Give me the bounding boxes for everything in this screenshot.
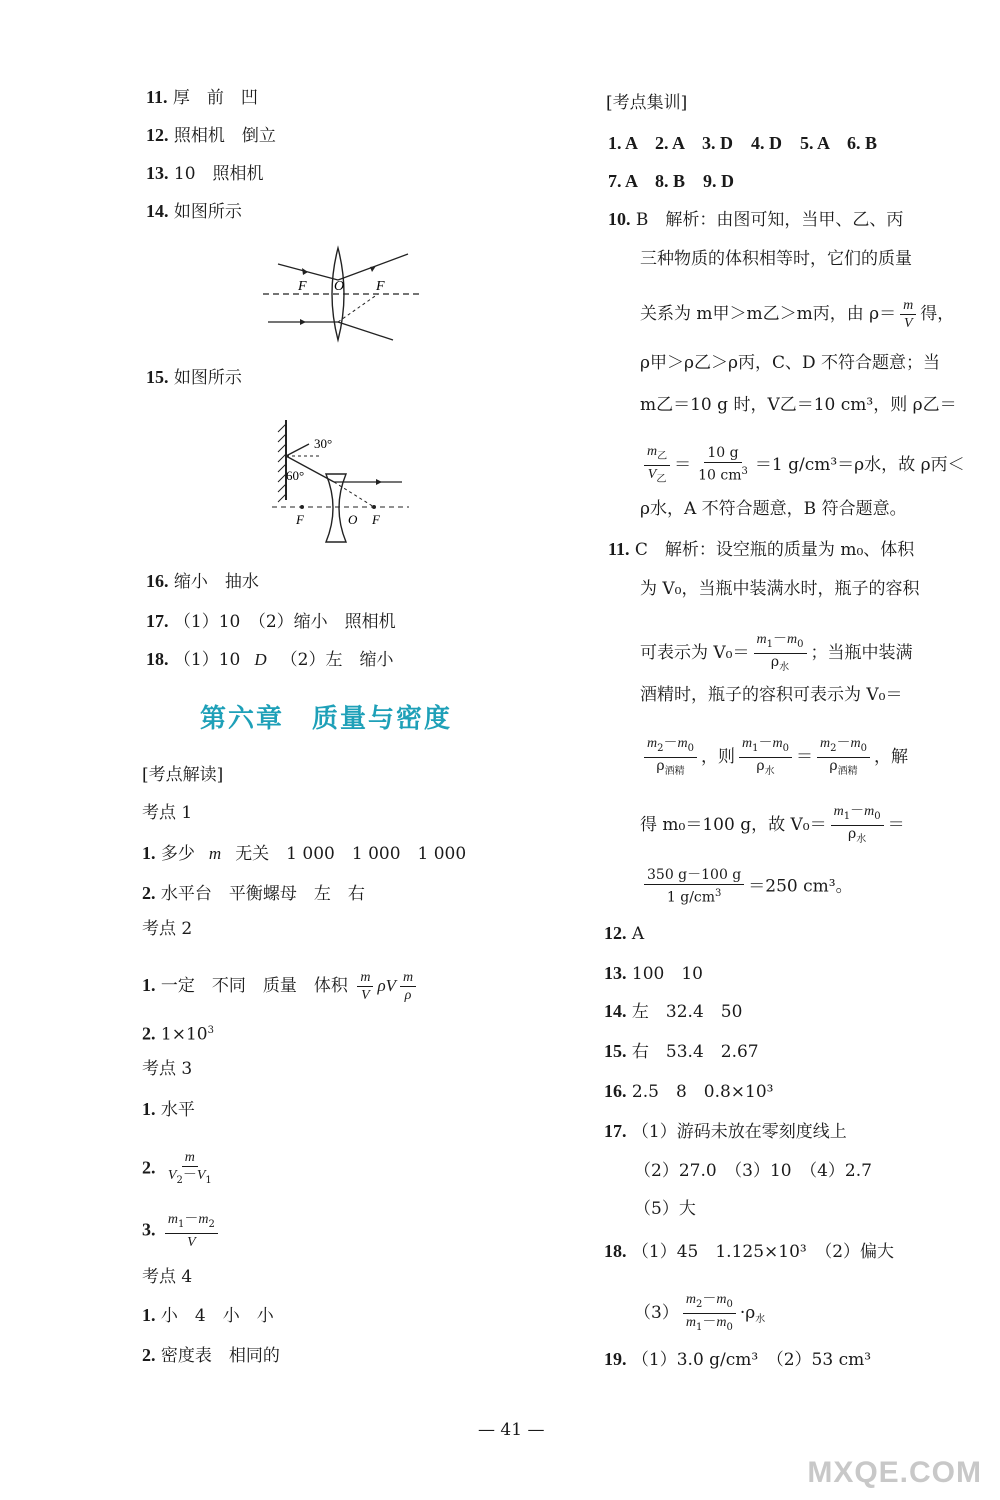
page-number: — 41 — <box>478 1420 545 1440</box>
kaodian-4: 考点 4 <box>142 1267 193 1287</box>
fraction-m1-m2-over-v: $\frac{m_1-m_2}{V}$ <box>165 1212 218 1250</box>
kd1-item-1: 1. 多少 m 无关 1 000 1 000 1 000 <box>142 843 467 864</box>
kd4-item-1: 1. 小 4 小 小 <box>142 1305 274 1326</box>
answer-14: 14. 左 32.4 50 <box>604 1001 743 1022</box>
answer-11-line5: $\frac{m_2-m_0}{\rho_{酒精}}$ ，则 $\frac{m_1-m_0}{\rho_水}$ ＝ $\frac{m_2-m_0}{\rho_{酒精}}$ ，解 <box>640 736 908 779</box>
kaodian-2: 考点 2 <box>142 919 193 939</box>
fig15-label-o: O <box>348 512 358 527</box>
fraction-m-rho: $\frac{m}{\rho}$ <box>400 970 416 1003</box>
answers-1-6: 1. A 2. A 3. D 4. D 5. A 6. B <box>608 133 878 153</box>
fig15-label-30: 30° <box>314 436 333 451</box>
answer-17-line1: 17. （1）游码未放在零刻度线上 <box>604 1121 847 1142</box>
answer-10-line3: 关系为 m甲＞m乙＞m丙，由 ρ＝ $\frac{m}{V}$ 得， <box>640 298 955 331</box>
answer-12: 12. A <box>604 923 645 944</box>
answer-17-line2: （2）27.0 （3）10 （4）2.7 <box>634 1161 872 1181</box>
answer-11-line2: 为 V₀，当瓶中装满水时，瓶子的容积 <box>640 579 920 599</box>
answer-10-line6: $\frac{m_乙}{V_乙}$ ＝ $\frac{10 g}{10 cm^3}$ ＝1 g/cm³＝ρ水，故 ρ丙＜ <box>640 444 965 487</box>
answer-10-line4: ρ甲＞ρ乙＞ρ丙，C、D 不符合题意；当 <box>640 353 941 373</box>
answer-11: 11. 厚 前 凹 <box>146 87 258 108</box>
kaodian-1: 考点 1 <box>142 803 193 823</box>
fraction-m-over-v2-v1: $\frac{m}{V_2-V_1}$ <box>167 1150 212 1186</box>
answer-11-line3: 可表示为 V₀＝ $\frac{m_1-m_0}{\rho_水}$ ；当瓶中装满 <box>640 631 913 673</box>
chapter-title: 第六章 质量与密度 <box>200 704 453 734</box>
answer-17: 17. （1）10 （2）缩小 照相机 <box>146 611 396 632</box>
watermark: MXQE.COM <box>807 1456 982 1489</box>
kd4-item-2: 2. 密度表 相同的 <box>142 1345 280 1366</box>
answers-7-9: 7. A 8. B 9. D <box>608 171 735 191</box>
answer-10-line1: 10. B 解析：由图可知，当甲、乙、丙 <box>608 209 904 230</box>
answer-10-line7: ρ水，A 不符合题意，B 符合题意。 <box>640 499 907 519</box>
answer-18-line2: （3） $\frac{m_2-m_0}{m_1-m_0}$ $\cdot\rho_水$ <box>634 1291 766 1333</box>
kd2-item-2: 2. $1\times 10^3$ <box>142 1023 214 1045</box>
fig15-label-f1: F <box>296 512 304 527</box>
answer-11-line1: 11. C 解析：设空瓶的质量为 m₀、体积 <box>608 539 915 560</box>
fig14-label-f2: F <box>376 279 385 294</box>
fig14-label-o: O <box>334 279 345 294</box>
answer-12: 12. 照相机 倒立 <box>146 125 276 146</box>
convex-lens-diagram <box>258 240 428 345</box>
answer-14: 14. 如图所示 <box>146 201 242 222</box>
section-kaodian-jixun: [考点集训] <box>606 93 688 113</box>
kd3-item-2: 2. $\frac{m}{V_2-V_1}$ <box>142 1150 219 1188</box>
fig14-label-f1: F <box>298 279 307 294</box>
kd3-item-1: 1. 水平 <box>142 1099 195 1120</box>
answer-16: 16. 缩小 抽水 <box>146 571 259 592</box>
answer-18: 18. （1）10 D （2）左 缩小 <box>146 649 394 670</box>
kd3-item-3: 3. $\frac{m_1-m_2}{V}$ <box>142 1212 222 1250</box>
answer-17-line3: （5）大 <box>634 1199 696 1219</box>
answer-16: 16. 2.5 8 0.8×10³ <box>604 1081 774 1102</box>
answer-10-line2: 三种物质的体积相等时，它们的质量 <box>640 249 912 269</box>
kd2-item-1: 1. 一定 不同 质量 体积 $\frac{m}{V}$ ρV $\frac{m}{\rho}$ <box>142 970 420 1003</box>
answer-10-line5: m乙＝10 g 时，V乙＝10 cm³，则 ρ乙＝ <box>640 395 957 415</box>
answer-19: 19. （1）3.0 g/cm³ （2）53 cm³ <box>604 1349 872 1370</box>
fraction-m-v: $\frac{m}{V}$ <box>357 970 373 1003</box>
answer-13: 13. 10 照相机 <box>146 163 264 184</box>
answer-13: 13. 100 10 <box>604 963 703 984</box>
fig15-label-f2: F <box>372 512 380 527</box>
answer-15: 15. 右 53.4 2.67 <box>604 1041 759 1062</box>
kd1-item-2: 2. 水平台 平衡螺母 左 右 <box>142 883 365 904</box>
kaodian-3: 考点 3 <box>142 1059 193 1079</box>
answer-11-line6: 得 m₀＝100 g，故 V₀＝ $\frac{m_1-m_0}{\rho_水}$ ＝ <box>640 803 905 845</box>
section-kaodian-jiedu: [考点解读] <box>142 765 224 785</box>
mirror-concave-lens-diagram <box>264 412 414 550</box>
answer-11-line4: 酒精时，瓶子的容积可表示为 V₀＝ <box>640 685 903 705</box>
answer-18-line1: 18. （1）45 1.125×10³ （2）偏大 <box>604 1241 895 1262</box>
fig15-label-60: 60° <box>286 468 305 483</box>
answer-15: 15. 如图所示 <box>146 367 242 388</box>
answer-11-line7: $\frac{350 g-100 g}{1 g/cm^3}$ ＝250 cm³。 <box>640 868 853 906</box>
